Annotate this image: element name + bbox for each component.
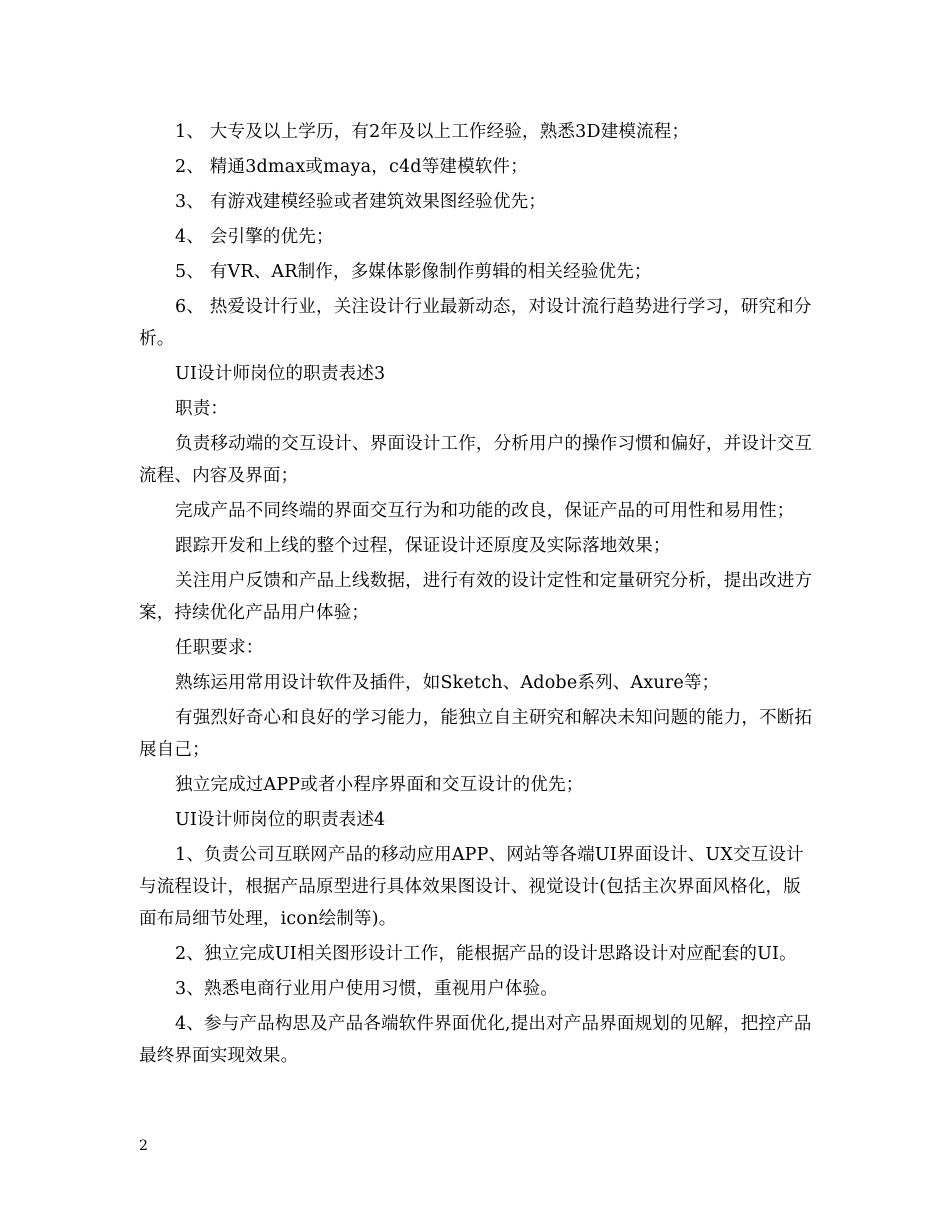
page-number: 2 (139, 1138, 148, 1154)
paragraph: 2、独立完成UI相关图形设计工作，能根据产品的设计思路设计对应配套的UI。 (175, 944, 797, 964)
paragraph: 5、 有VR、AR制作，多媒体影像制作剪辑的相关经验优先； (175, 262, 652, 282)
subheading-duties: 职责： (175, 399, 229, 419)
paragraph: 完成产品不同终端的界面交互行为和功能的改良，保证产品的可用性和易用性； (175, 501, 795, 521)
section-heading: UI设计师岗位的职责表述4 (175, 810, 386, 830)
paragraph: 3、 有游戏建模经验或者建筑效果图经验优先； (175, 192, 547, 212)
paragraph: 4、 会引擎的优先； (175, 227, 334, 247)
paragraph: 4、参与产品构思及产品各端软件界面优化,提出对产品界面规划的见解，把控产品最终界面实现效果。 (139, 1014, 812, 1066)
paragraph: 关注用户反馈和产品上线数据，进行有效的设计定性和定量研究分析，提出改进方案，持续优化产品用户体验； (139, 571, 813, 623)
paragraph: 3、熟悉电商行业用户使用习惯，重视用户体验。 (175, 979, 559, 999)
document-body (139, 116, 815, 1075)
paragraph: 1、负责公司互联网产品的移动应用APP、网站等各端UI界面设计、UX交互设计与流程设计，根据产品原型进行具体效果图设计、视觉设计(包括主次界面风格化，版面布局细节处理，icon绘制等)。 (139, 845, 804, 929)
paragraph: 2、 精通3dmax或maya，c4d等建模软件； (175, 157, 528, 177)
paragraph: 熟练运用常用设计软件及插件，如Sketch、Adobe系列、Axure等； (175, 673, 720, 693)
paragraph: 6、 热爱设计行业，关注设计行业最新动态，对设计流行趋势进行学习，研究和分析。 (139, 297, 812, 349)
subheading-requirements: 任职要求： (175, 638, 264, 658)
section-heading: UI设计师岗位的职责表述3 (175, 364, 386, 384)
paragraph: 负责移动端的交互设计、界面设计工作，分析用户的操作习惯和偏好，并设计交互流程、内容及界面； (139, 434, 813, 486)
paragraph: 独立完成过APP或者小程序界面和交互设计的优先； (175, 775, 584, 795)
paragraph: 1、 大专及以上学历，有2年及以上工作经验，熟悉3D建模流程； (175, 122, 690, 142)
paragraph: 有强烈好奇心和良好的学习能力，能独立自主研究和解决未知问题的能力，不断拓展自己； (139, 708, 813, 760)
paragraph: 跟踪开发和上线的整个过程，保证设计还原度及实际落地效果； (175, 536, 671, 556)
